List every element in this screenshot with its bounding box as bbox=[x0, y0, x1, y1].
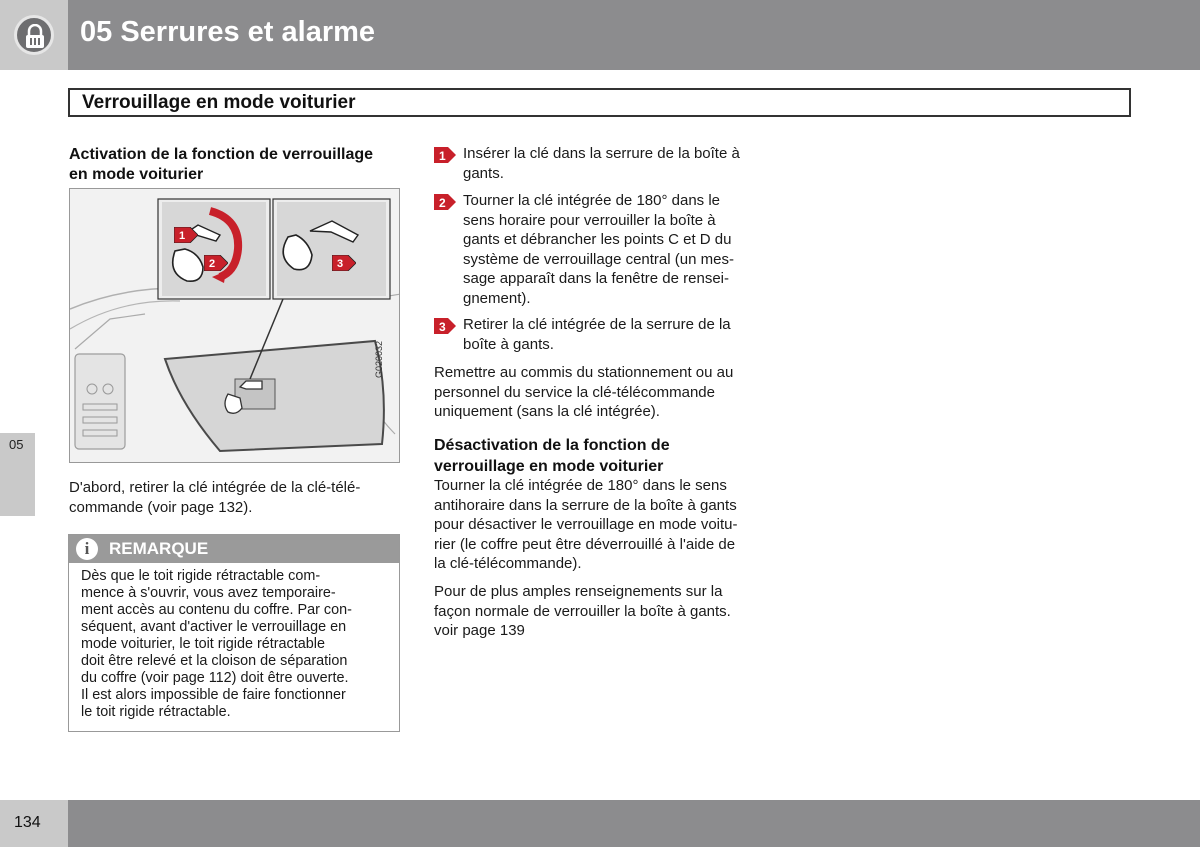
info-icon bbox=[76, 538, 98, 560]
info-icon-glyph: i bbox=[84, 539, 90, 558]
note-box bbox=[68, 534, 400, 732]
text-line: sage apparaît dans la fenêtre de rensei- bbox=[463, 270, 730, 287]
page-footer bbox=[0, 800, 1200, 847]
figure-code: G020032 bbox=[374, 340, 384, 378]
chapter-side-tab bbox=[0, 433, 35, 516]
step-text bbox=[463, 144, 768, 183]
heading-line: verrouillage en mode voiturier bbox=[434, 458, 664, 475]
text-line: la clé-télécommande). bbox=[434, 555, 582, 572]
figure-step-marker-3 bbox=[332, 255, 356, 271]
heading-line: Activation de la fonction de verrouillage bbox=[69, 146, 374, 163]
figure-step-marker-1 bbox=[174, 227, 198, 243]
padlock-icon bbox=[14, 15, 54, 55]
text-line: commande (voir page 132). bbox=[69, 498, 253, 516]
chapter-title: 05 Serrures et alarme bbox=[80, 16, 376, 48]
step-text bbox=[463, 191, 768, 308]
deactivation-heading bbox=[434, 435, 764, 477]
note-text bbox=[81, 568, 386, 721]
step-number: 2 bbox=[439, 196, 446, 210]
figure-step-label: 3 bbox=[337, 258, 344, 270]
more-info-paragraph bbox=[434, 582, 764, 641]
text-line: Tourner la clé intégrée de 180° dans le sens bbox=[434, 477, 727, 494]
glovebox-drawing bbox=[70, 189, 400, 463]
step-marker-icon bbox=[434, 147, 456, 163]
text-line: ment accès au contenu du coffre. Par con- bbox=[81, 602, 352, 618]
text-line: le toit rigide rétractable. bbox=[81, 704, 231, 720]
glovebox-illustration bbox=[69, 188, 400, 463]
text-line: gants et débrancher les points C et D du bbox=[463, 231, 732, 248]
text-line: Retirer la clé intégrée de la serrure de la bbox=[463, 316, 731, 333]
text-line: rier (le coffre peut être déverrouillé à l'aide de bbox=[434, 535, 736, 553]
note-header bbox=[69, 535, 399, 563]
figure-step-label: 1 bbox=[179, 230, 186, 242]
figure-step-marker-2 bbox=[204, 255, 228, 271]
heading-line: Désactivation de la fonction de bbox=[434, 437, 670, 454]
section-title: Verrouillage en mode voiturier bbox=[82, 92, 356, 113]
text-line: voir page 139 bbox=[434, 622, 525, 639]
deactivation-paragraph bbox=[434, 476, 764, 574]
text-line: D'abord, retirer la clé intégrée de la clé-télé- bbox=[69, 479, 361, 496]
text-line: gnement). bbox=[463, 289, 531, 307]
text-line: mence à s'ouvrir, vous avez temporaire- bbox=[81, 585, 336, 601]
text-line: Pour de plus amples renseignements sur la bbox=[434, 583, 723, 600]
page-number: 134 bbox=[14, 814, 41, 831]
handover-paragraph bbox=[434, 363, 764, 422]
text-line: Il est alors impossible de faire fonctionner bbox=[81, 687, 346, 703]
text-line: mode voiturier, le toit rigide rétractable bbox=[81, 636, 325, 652]
step-marker-icon bbox=[434, 194, 456, 210]
text-line: uniquement (sans la clé intégrée). bbox=[434, 403, 660, 420]
step-number: 3 bbox=[439, 320, 446, 334]
section-title-box bbox=[68, 88, 1131, 117]
intro-paragraph bbox=[69, 478, 399, 517]
heading-line: en mode voiturier bbox=[69, 166, 204, 183]
figure-step-label: 2 bbox=[209, 258, 216, 270]
text-line: personnel du service la clé-télécommande bbox=[434, 383, 715, 401]
text-line: pour désactiver le verrouillage en mode voitu- bbox=[434, 516, 738, 533]
activation-heading bbox=[69, 145, 404, 185]
text-line: sens horaire pour verrouiller la boîte à bbox=[463, 211, 716, 229]
step-number: 1 bbox=[439, 149, 446, 163]
text-line: antihoraire dans la serrure de la boîte à gants bbox=[434, 496, 737, 514]
text-line: séquent, avant d'activer le verrouillage en bbox=[81, 619, 347, 635]
text-line: du coffre (voir page 112) doit être ouverte. bbox=[81, 670, 349, 686]
text-line: système de verrouillage central (un mes- bbox=[463, 250, 734, 268]
text-line: Insérer la clé dans la serrure de la boîte à bbox=[463, 145, 740, 162]
text-line: Dès que le toit rigide rétractable com- bbox=[81, 568, 321, 584]
text-line: Remettre au commis du stationnement ou au bbox=[434, 364, 734, 381]
step-marker-icon bbox=[434, 318, 456, 334]
step-text bbox=[463, 315, 768, 354]
text-line: doit être relevé et la cloison de séparation bbox=[81, 653, 348, 669]
chapter-icon-area bbox=[0, 0, 68, 70]
text-line: façon normale de verrouiller la boîte à gants. bbox=[434, 602, 731, 620]
side-tab-label: 05 bbox=[9, 437, 24, 452]
note-title: REMARQUE bbox=[109, 539, 209, 558]
text-line: Tourner la clé intégrée de 180° dans le bbox=[463, 192, 720, 209]
text-line: boîte à gants. bbox=[463, 335, 554, 353]
text-line: gants. bbox=[463, 164, 504, 182]
